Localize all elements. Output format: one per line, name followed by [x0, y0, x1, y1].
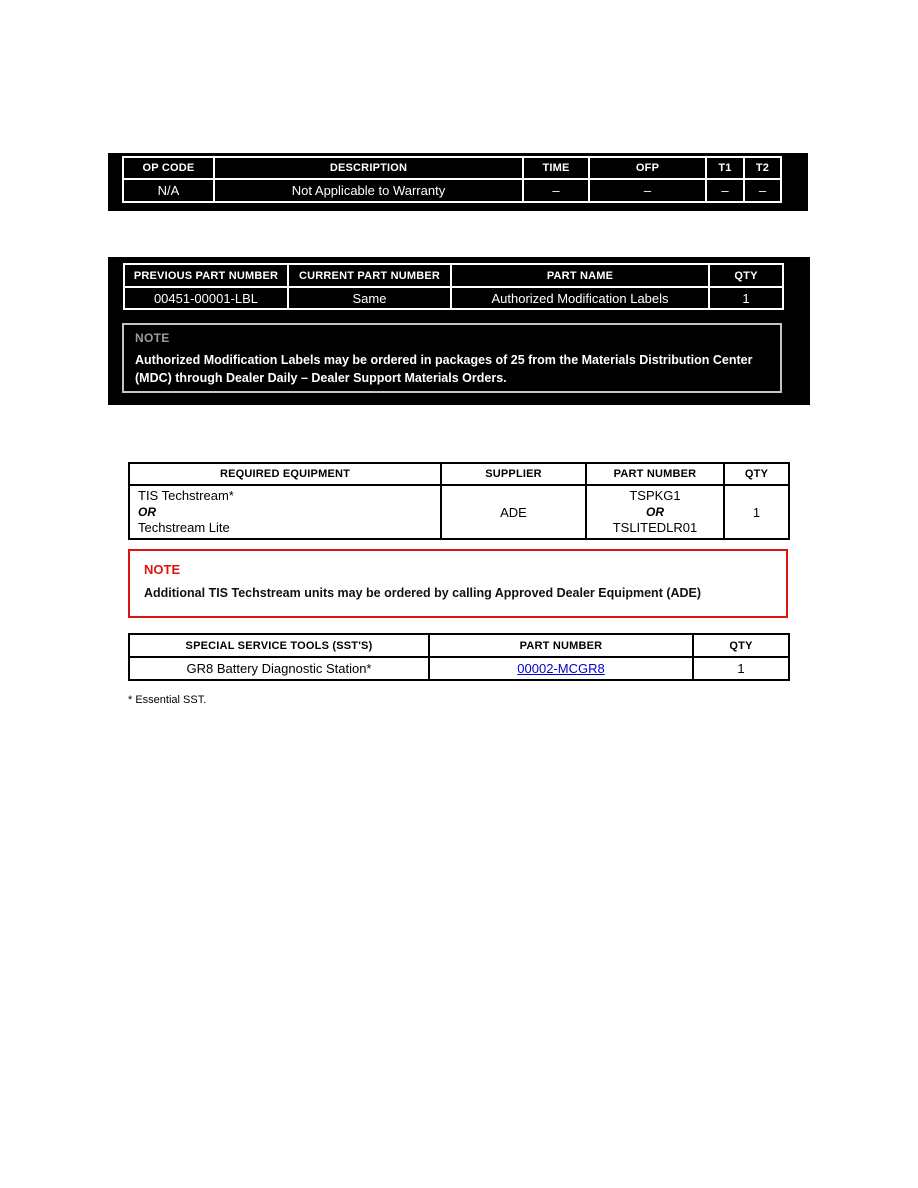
warranty-cell-t2: – — [744, 179, 781, 202]
equipment-header-equipment: REQUIRED EQUIPMENT — [129, 463, 441, 485]
equipment-cell-supplier: ADE — [441, 485, 586, 539]
equipment-part-line1: TSPKG1 — [629, 488, 681, 503]
parts-note-box — [122, 323, 782, 393]
parts-header-row — [124, 264, 783, 287]
warranty-cell-description: Not Applicable to Warranty — [214, 179, 523, 202]
sst-data-row — [129, 657, 789, 680]
warranty-cell-t1: – — [706, 179, 744, 202]
sst-cell-part — [429, 657, 693, 680]
warranty-cell-time: – — [523, 179, 589, 202]
parts-header-name: PART NAME — [451, 264, 709, 287]
equipment-data-row — [129, 485, 789, 539]
sst-header-row — [129, 634, 789, 657]
warranty-header-opcode: OP CODE — [123, 157, 214, 179]
equipment-cell-equipment — [129, 485, 441, 539]
sst-header-qty: QTY — [693, 634, 789, 657]
equipment-header-supplier: SUPPLIER — [441, 463, 586, 485]
parts-note-label: NOTE — [135, 331, 170, 345]
equipment-cell-qty: 1 — [724, 485, 789, 539]
parts-cell-previous: 00451-00001-LBL — [124, 287, 288, 309]
equipment-part-or: OR — [646, 505, 664, 519]
equipment-note-text: Additional TIS Techstream units may be ordered by calling Approved Dealer Equipment (ADE) — [144, 586, 702, 600]
parts-table — [123, 263, 784, 310]
equipment-header-qty: QTY — [724, 463, 789, 485]
warranty-cell-ofp: – — [589, 179, 706, 202]
equipment-line2: Techstream Lite — [138, 520, 230, 535]
warranty-header-t2: T2 — [744, 157, 781, 179]
warranty-table — [122, 156, 782, 203]
equipment-line1: TIS Techstream* — [138, 488, 234, 503]
equipment-part-line2: TSLITEDLR01 — [612, 520, 698, 535]
part-number-link[interactable]: 00002-MCGR8 — [517, 661, 605, 676]
parts-data-row — [124, 287, 783, 309]
parts-header-qty: QTY — [709, 264, 783, 287]
warranty-header-time: TIME — [523, 157, 589, 179]
equipment-cell-part — [586, 485, 724, 539]
warranty-data-row — [123, 179, 781, 202]
equipment-header-row — [129, 463, 789, 485]
equipment-table — [128, 462, 790, 540]
parts-cell-current: Same — [288, 287, 451, 309]
warranty-header-ofp: OFP — [589, 157, 706, 179]
parts-header-previous: PREVIOUS PART NUMBER — [124, 264, 288, 287]
sst-table — [128, 633, 790, 681]
equipment-header-part: PART NUMBER — [586, 463, 724, 485]
warranty-cell-opcode: N/A — [123, 179, 214, 202]
warranty-header-row — [123, 157, 781, 179]
warranty-header-description: DESCRIPTION — [214, 157, 523, 179]
parts-note-text: Authorized Modification Labels may be ordered in packages of 25 from the Materials Distribution Center (MDC) through Dealer Daily – Dealer Support Materials Orders. — [135, 353, 753, 385]
sst-cell-tool: GR8 Battery Diagnostic Station* — [129, 657, 429, 680]
equipment-or: OR — [138, 505, 156, 519]
sst-header-part: PART NUMBER — [429, 634, 693, 657]
sst-cell-qty: 1 — [693, 657, 789, 680]
equipment-note-box — [128, 549, 788, 618]
equipment-note-label: NOTE — [144, 562, 181, 577]
warranty-header-t1: T1 — [706, 157, 744, 179]
parts-header-current: CURRENT PART NUMBER — [288, 264, 451, 287]
sst-header-tools: SPECIAL SERVICE TOOLS (SST'S) — [129, 634, 429, 657]
parts-cell-name: Authorized Modification Labels — [451, 287, 709, 309]
essential-sst-footnote: * Essential SST. — [128, 694, 207, 706]
parts-cell-qty: 1 — [709, 287, 783, 309]
